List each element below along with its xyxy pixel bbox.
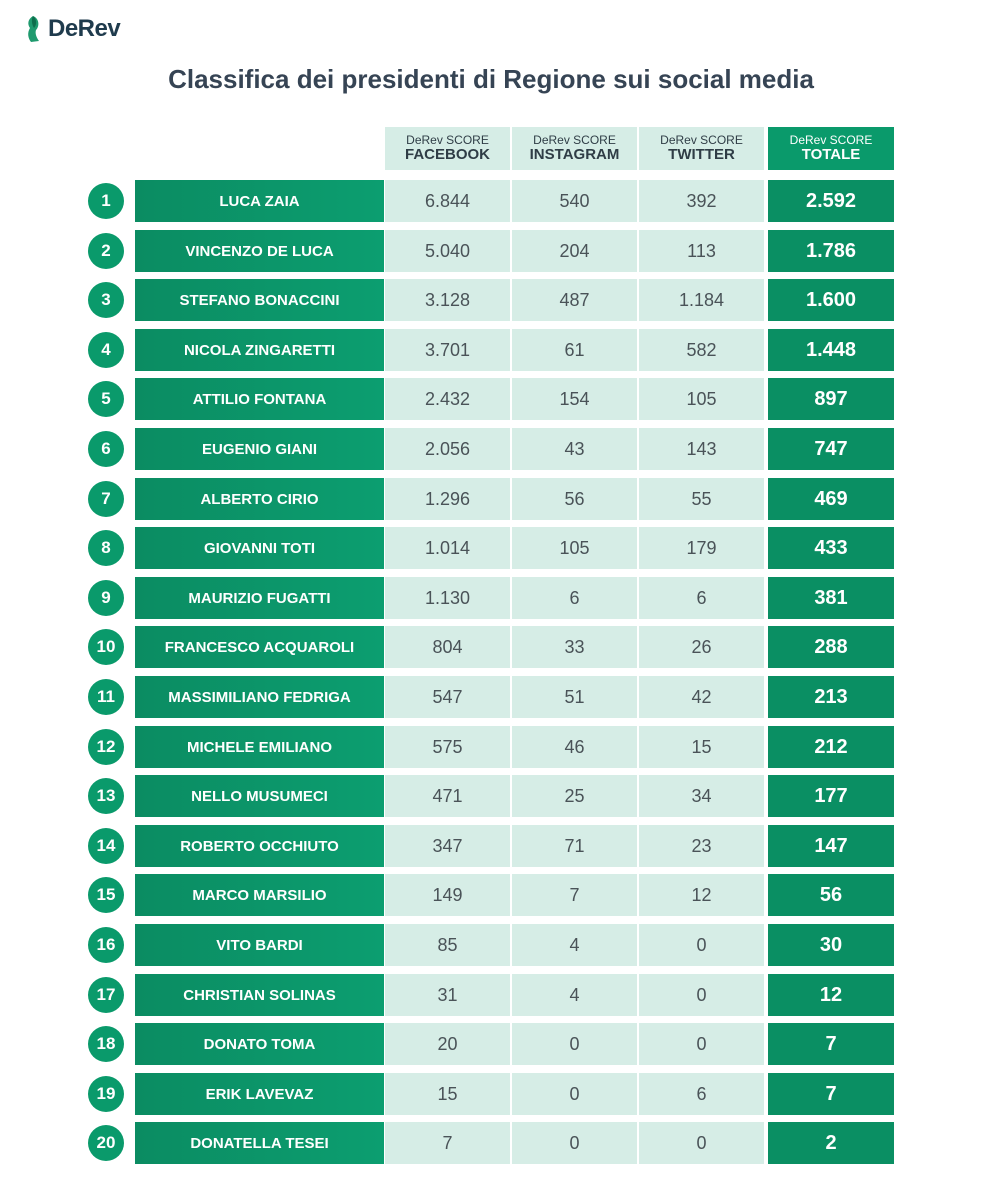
president-name: MAURIZIO FUGATTI (135, 577, 384, 619)
header-total-top: DeRev SCORE (789, 133, 873, 148)
instagram-score: 0 (512, 1122, 637, 1164)
president-name: GIOVANNI TOTI (135, 527, 384, 569)
twitter-score: 6 (639, 577, 764, 619)
instagram-score: 154 (512, 378, 637, 420)
facebook-score: 3.701 (385, 329, 510, 371)
facebook-score: 471 (385, 775, 510, 817)
instagram-score: 204 (512, 230, 637, 272)
header-facebook (385, 127, 510, 170)
president-name: ALBERTO CIRIO (135, 478, 384, 520)
president-name: DONATELLA TESEI (135, 1122, 384, 1164)
twitter-score: 15 (639, 726, 764, 768)
facebook-score: 347 (385, 825, 510, 867)
header-twitter-bottom: TWITTER (668, 145, 735, 163)
total-score: 897 (768, 378, 894, 420)
facebook-score: 3.128 (385, 279, 510, 321)
rank-badge: 1 (88, 183, 124, 219)
rank-badge: 20 (88, 1125, 124, 1161)
facebook-score: 149 (385, 874, 510, 916)
rank-badge: 9 (88, 580, 124, 616)
facebook-score: 804 (385, 626, 510, 668)
rank-badge: 17 (88, 977, 124, 1013)
twitter-score: 26 (639, 626, 764, 668)
total-score: 56 (768, 874, 894, 916)
twitter-score: 0 (639, 1122, 764, 1164)
instagram-score: 61 (512, 329, 637, 371)
instagram-score: 7 (512, 874, 637, 916)
facebook-score: 7 (385, 1122, 510, 1164)
president-name: LUCA ZAIA (135, 180, 384, 222)
president-name: ERIK LAVEVAZ (135, 1073, 384, 1115)
total-score: 1.600 (768, 279, 894, 321)
instagram-score: 6 (512, 577, 637, 619)
rank-badge: 19 (88, 1076, 124, 1112)
rank-badge: 16 (88, 927, 124, 963)
header-facebook-bottom: FACEBOOK (404, 145, 490, 163)
rank-badge: 5 (88, 381, 124, 417)
twitter-score: 6 (639, 1073, 764, 1115)
rank-badge: 15 (88, 877, 124, 913)
header-total-bottom: TOTALE (801, 145, 861, 163)
instagram-score: 25 (512, 775, 637, 817)
total-score: 1.448 (768, 329, 894, 371)
rank-badge: 10 (88, 629, 124, 665)
total-score: 469 (768, 478, 894, 520)
twitter-score: 392 (639, 180, 764, 222)
instagram-score: 71 (512, 825, 637, 867)
president-name: MICHELE EMILIANO (135, 726, 384, 768)
facebook-score: 15 (385, 1073, 510, 1115)
facebook-score: 1.296 (385, 478, 510, 520)
total-score: 7 (768, 1023, 894, 1065)
header-instagram-bottom: INSTAGRAM (529, 145, 620, 163)
instagram-score: 540 (512, 180, 637, 222)
president-name: NELLO MUSUMECI (135, 775, 384, 817)
facebook-score: 6.844 (385, 180, 510, 222)
page-title: Classifica dei presidenti di Regione sui social media (168, 64, 814, 94)
header-twitter-top: DeRev SCORE (660, 133, 743, 148)
twitter-score: 55 (639, 478, 764, 520)
brand-logo (24, 14, 120, 44)
twitter-score: 0 (639, 1023, 764, 1065)
president-name: CHRISTIAN SOLINAS (135, 974, 384, 1016)
total-score: 2.592 (768, 180, 894, 222)
total-score: 2 (768, 1122, 894, 1164)
twitter-score: 113 (639, 230, 764, 272)
facebook-score: 575 (385, 726, 510, 768)
twitter-score: 582 (639, 329, 764, 371)
rank-badge: 8 (88, 530, 124, 566)
total-score: 30 (768, 924, 894, 966)
total-score: 7 (768, 1073, 894, 1115)
president-name: EUGENIO GIANI (135, 428, 384, 470)
instagram-score: 4 (512, 924, 637, 966)
president-name: STEFANO BONACCINI (135, 279, 384, 321)
facebook-score: 85 (385, 924, 510, 966)
president-name: DONATO TOMA (135, 1023, 384, 1065)
total-score: 288 (768, 626, 894, 668)
facebook-score: 1.014 (385, 527, 510, 569)
facebook-score: 2.432 (385, 378, 510, 420)
instagram-score: 0 (512, 1073, 637, 1115)
twitter-score: 143 (639, 428, 764, 470)
facebook-score: 2.056 (385, 428, 510, 470)
instagram-score: 46 (512, 726, 637, 768)
total-score: 213 (768, 676, 894, 718)
total-score: 1.786 (768, 230, 894, 272)
total-score: 12 (768, 974, 894, 1016)
president-name: VITO BARDI (135, 924, 384, 966)
twitter-score: 0 (639, 974, 764, 1016)
president-name: NICOLA ZINGARETTI (135, 329, 384, 371)
total-score: 147 (768, 825, 894, 867)
rank-badge: 7 (88, 481, 124, 517)
facebook-score: 1.130 (385, 577, 510, 619)
president-name: MASSIMILIANO FEDRIGA (135, 676, 384, 718)
twitter-score: 0 (639, 924, 764, 966)
total-score: 381 (768, 577, 894, 619)
facebook-score: 20 (385, 1023, 510, 1065)
instagram-score: 4 (512, 974, 637, 1016)
twitter-score: 34 (639, 775, 764, 817)
rank-badge: 11 (88, 679, 124, 715)
instagram-score: 33 (512, 626, 637, 668)
twitter-score: 179 (639, 527, 764, 569)
twitter-score: 23 (639, 825, 764, 867)
president-name: MARCO MARSILIO (135, 874, 384, 916)
instagram-score: 51 (512, 676, 637, 718)
rank-badge: 4 (88, 332, 124, 368)
total-score: 212 (768, 726, 894, 768)
rank-badge: 2 (88, 233, 124, 269)
header-facebook-top: DeRev SCORE (406, 133, 489, 148)
rank-badge: 12 (88, 729, 124, 765)
rank-badge: 14 (88, 828, 124, 864)
derev-logo-icon (24, 14, 44, 44)
instagram-score: 105 (512, 527, 637, 569)
instagram-score: 487 (512, 279, 637, 321)
facebook-score: 5.040 (385, 230, 510, 272)
header-twitter (639, 127, 764, 170)
header-instagram-top: DeRev SCORE (533, 133, 616, 148)
total-score: 747 (768, 428, 894, 470)
instagram-score: 43 (512, 428, 637, 470)
facebook-score: 31 (385, 974, 510, 1016)
instagram-score: 56 (512, 478, 637, 520)
header-total (768, 127, 894, 170)
president-name: ATTILIO FONTANA (135, 378, 384, 420)
total-score: 177 (768, 775, 894, 817)
twitter-score: 42 (639, 676, 764, 718)
rank-badge: 13 (88, 778, 124, 814)
total-score: 433 (768, 527, 894, 569)
brand-name: DeRev (48, 15, 121, 42)
twitter-score: 1.184 (639, 279, 764, 321)
rank-badge: 18 (88, 1026, 124, 1062)
instagram-score: 0 (512, 1023, 637, 1065)
rank-badge: 3 (88, 282, 124, 318)
twitter-score: 12 (639, 874, 764, 916)
president-name: FRANCESCO ACQUAROLI (135, 626, 384, 668)
president-name: ROBERTO OCCHIUTO (135, 825, 384, 867)
twitter-score: 105 (639, 378, 764, 420)
facebook-score: 547 (385, 676, 510, 718)
rank-badge: 6 (88, 431, 124, 467)
header-instagram (512, 127, 637, 170)
president-name: VINCENZO DE LUCA (135, 230, 384, 272)
